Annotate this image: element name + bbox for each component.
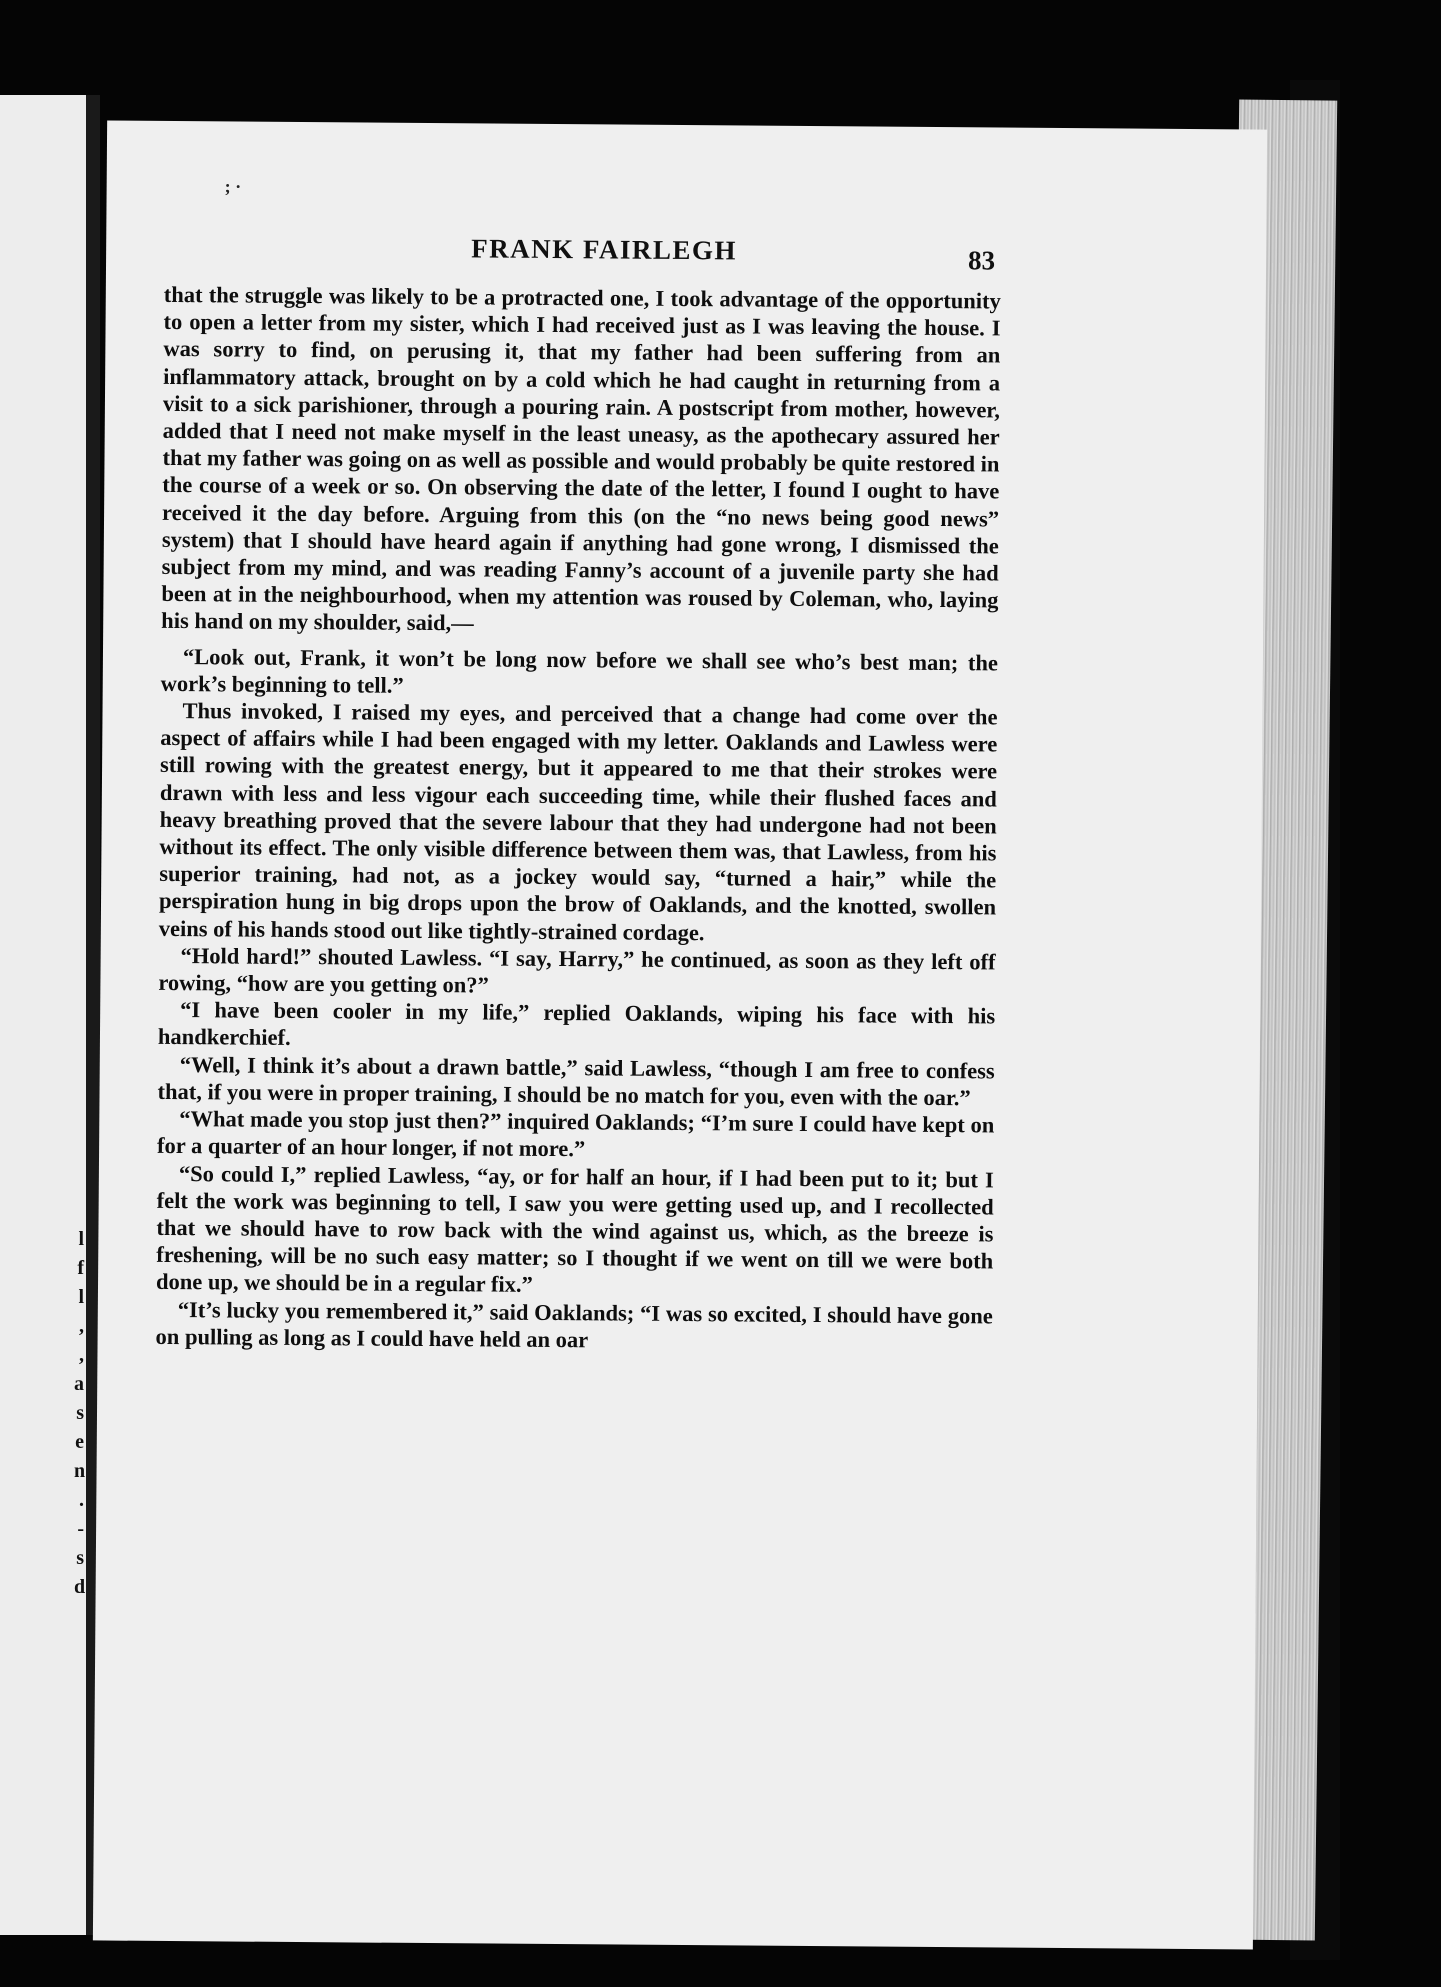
fragment: n xyxy=(74,1460,86,1482)
fragment: s xyxy=(76,1547,84,1569)
paragraph: “Well, I think it’s about a drawn battle,” said Lawless, “though I am free to confess that, if you were in proper training, I should be no match for you, even with the oar.” xyxy=(157,1051,995,1111)
paragraph: “Look out, Frank, it won’t be long now before we shall see who’s best man; the work’s beginning to tell.” xyxy=(160,643,999,698)
fragment: l xyxy=(78,1228,84,1250)
fragment: e xyxy=(75,1431,84,1453)
paragraph: “It’s lucky you remembered it,” said Oaklands; “I was so excited, I should have gone on pulling as long as I could have held an oar xyxy=(155,1296,993,1353)
facing-page xyxy=(0,95,100,1935)
page-header xyxy=(106,230,1266,279)
fragment: f xyxy=(77,1257,84,1279)
paragraph: “What made you stop just then?” inquired Oaklands; “I’m sure I could have kept on for a quarter of an hour longer, if not more.” xyxy=(157,1106,995,1162)
running-title: FRANK FAIRLEGH xyxy=(471,233,738,266)
fragment: s xyxy=(76,1402,84,1424)
fragment: d xyxy=(74,1576,86,1598)
fragment: l xyxy=(78,1286,84,1308)
fragment: . xyxy=(79,1489,84,1511)
paragraph: “I have been cooler in my life,” replied Oaklands, wiping his face with his handkerchief. xyxy=(157,997,996,1051)
stray-mark: ; · xyxy=(224,176,242,197)
facing-page-text-fragments xyxy=(74,1225,84,1602)
fragment: a xyxy=(74,1373,84,1395)
paragraph: “Hold hard!” shouted Lawless. “I say, Harry,” he continued, as soon as they left off rowing, “how are you getting on?” xyxy=(158,942,996,998)
page-number: 83 xyxy=(967,245,996,276)
body-text xyxy=(156,281,1001,1356)
fragment: - xyxy=(77,1518,84,1540)
fragment: , xyxy=(79,1315,84,1337)
paragraph: Thus invoked, I raised my eyes, and perceived that a change had come over the aspect of affairs while I had been engaged with my letter. Oaklands and Lawless were still rowing with the greatest energy, but it appeared to me that their strokes were drawn with less and less vigour each succeeding time, while their flushed faces and heavy breathing proved that the severe labour that they had undergone had not been without its effect. The only visible difference between them was, that Lawless, from his superior training, had not, as a jockey would say, “turned a hair,” while the perspiration hung in big drops upon the brow of Oaklands, and the knotted, swollen veins of his hands stood out like tightly-strained cordage. xyxy=(158,698,998,945)
paragraph: “So could I,” replied Lawless, “ay, or for half an hour, if I had been put to it; but I felt the work was beginning to tell, I saw you were getting used up, and I recollected that we should have to row back with the wind against us, which, as the breeze is freshening, will be no such easy matter; so I thought if we went on till we were both done up, we should be in a regular fix.” xyxy=(155,1160,994,1298)
book-page xyxy=(93,120,1267,1949)
paragraph: that the struggle was likely to be a protracted one, I took advantage of the opportunity to open a letter from my sister, which I had received just as I was leaving the house. I was sorry to find, on perusing it, that my father had been suffering from an inflammatory attack, brought on by a cold which he had caught in returning from a visit to a sick parishioner, through a pouring rain. A postscript from mother, however, added that I need not make myself in the least uneasy, as the apothecary assured her that my father was going on as well as possible and would probably be quite restored in the course of a week or so. On observing the date of the letter, I found I ought to have received it the day before. Arguing from this (on the “no news being good news” system) that I should have heard again if anything had gone wrong, I dismissed the subject from my mind, and was reading Fanny’s account of a juvenile party she had been at in the neighbourhood, when my attention was roused by Coleman, who, laying his hand on my shoulder, said,— xyxy=(161,281,1001,636)
fragment: , xyxy=(79,1344,84,1366)
